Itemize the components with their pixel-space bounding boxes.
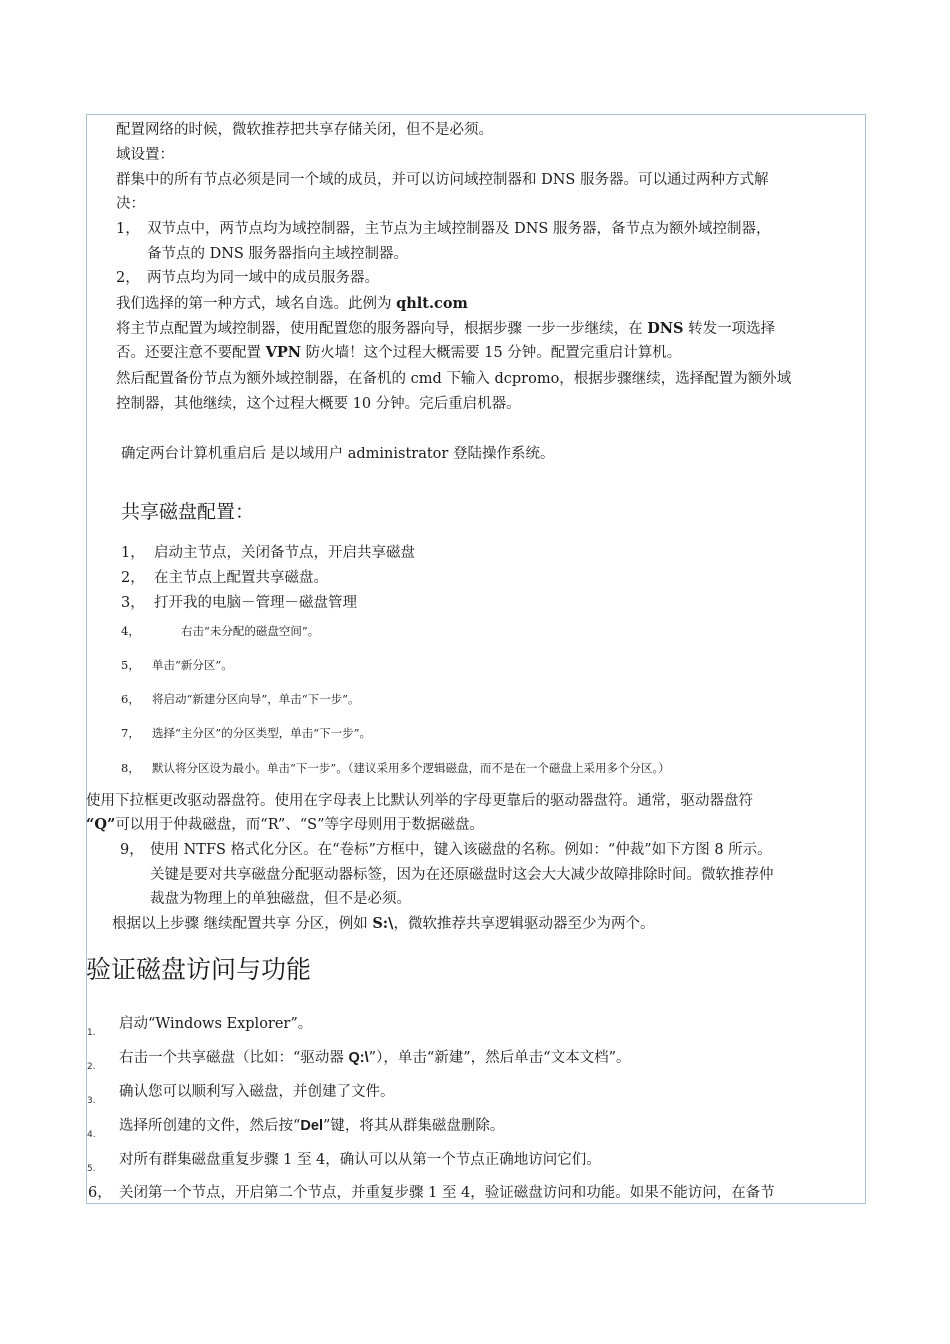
step-number: 1，	[121, 545, 145, 561]
vstep-number: 6，	[88, 1185, 112, 1201]
vstep-text: 右击一个共享磁盘（比如：“驱动器 Q:\”），单击“新建”，然后单击“文本文档”。	[119, 1050, 631, 1066]
paragraph: 群集中的所有节点必须是同一个域的成员，并可以访问域控制器和 DNS 服务器。可以通过两种方式解	[116, 172, 769, 188]
list-item: 双节点中，两节点均为域控制器，主节点为主域控制器及 DNS 服务器，备节点为额外域控制器，	[147, 221, 771, 237]
heading-verify-disk: 验证磁盘访问与功能	[86, 955, 312, 984]
vstep-number: 2.	[87, 1062, 96, 1072]
list-item: 两节点均为同一域中的成员服务器。	[147, 270, 379, 286]
vstep-text: 确认您可以顺利写入磁盘，并创建了文件。	[119, 1084, 395, 1100]
step-text: 单击“新分区”。	[152, 658, 233, 672]
paragraph: 将主节点配置为域控制器，使用配置您的服务器向导，根据步骤 一步一步继续，在 DNS 转发一项选择	[116, 320, 776, 337]
step-text: 默认将分区设为最小。单击“下一步”。（建议采用多个逻辑磁盘，而不是在一个磁盘上采用多个分区。）	[152, 761, 670, 775]
vstep-text: 启动“Windows Explorer”。	[119, 1016, 313, 1032]
paragraph: 控制器，其他继续，这个过程大概要 10 分钟。完后重启机器。	[116, 396, 521, 412]
step-number: 2，	[121, 570, 145, 586]
heading-shared-disk: 共享磁盘配置：	[121, 501, 255, 523]
vstep-number: 3.	[87, 1096, 96, 1106]
list-number: 1，	[116, 221, 140, 237]
vstep-text: 对所有群集磁盘重复步骤 1 至 4，确认可以从第一个节点正确地访问它们。	[119, 1152, 601, 1168]
section-label-domain: 域设置：	[116, 147, 174, 163]
step-text: 在主节点上配置共享磁盘。	[154, 570, 328, 586]
step-number: 6，	[121, 692, 140, 706]
step-text: 使用 NTFS 格式化分区。在“卷标”方框中，键入该磁盘的名称。例如：“仲裁”如下方图 8 所示。	[150, 842, 772, 858]
step-text: 关键是要对共享磁盘分配驱动器标签，因为在还原磁盘时这会大大减少故障排除时间。微软推荐仲	[150, 867, 774, 883]
paragraph: 然后配置备份节点为额外域控制器，在备机的 cmd 下输入 dcpromo，根据步骤继续，选择配置为额外域	[116, 371, 792, 387]
paragraph: “Q”可以用于仲裁磁盘，而“R”、“S”等字母则用于数据磁盘。	[86, 816, 485, 833]
step-number: 7，	[121, 726, 140, 740]
step-text: 打开我的电脑－管理－磁盘管理	[154, 595, 357, 611]
list-number: 2，	[116, 270, 140, 286]
paragraph: 我们选择的第一种方式，域名自选。此例为 qhlt.com	[116, 295, 468, 312]
paragraph: 根据以上步骤 继续配置共享 分区，例如 S:\，微软推荐共享逻辑驱动器至少为两个。	[112, 915, 655, 932]
step-number: 4，	[121, 624, 140, 638]
step-text: 选择“主分区”的分区类型，单击“下一步”。	[152, 726, 372, 740]
step-number: 8，	[121, 761, 140, 775]
vstep-number: 1.	[87, 1028, 96, 1038]
vstep-text: 选择所创建的文件，然后按“Del”键，将其从群集磁盘删除。	[119, 1118, 505, 1134]
step-text: 裁盘为物理上的单独磁盘，但不是必须。	[150, 891, 411, 907]
step-number: 9，	[120, 842, 144, 858]
paragraph: 否。还要注意不要配置 VPN 防火墙！这个过程大概需要 15 分钟。配置完重启计算机。	[116, 344, 682, 361]
step-text: 将启动“新建分区向导”，单击“下一步”。	[152, 692, 360, 706]
paragraph: 配置网络的时候，微软推荐把共享存储关闭，但不是必须。	[116, 122, 493, 138]
step-text: 右击“未分配的磁盘空间”。	[181, 624, 320, 638]
list-item: 备节点的 DNS 服务器指向主域控制器。	[147, 246, 408, 262]
paragraph: 确定两台计算机重启后 是以域用户 administrator 登陆操作系统。	[121, 446, 555, 462]
paragraph: 决：	[116, 196, 145, 212]
vstep-text: 关闭第一个节点，开启第二个节点，并重复步骤 1 至 4，验证磁盘访问和功能。如果不能访问，在备节	[119, 1185, 775, 1201]
paragraph: 使用下拉框更改驱动器盘符。使用在字母表上比默认列举的字母更靠后的驱动器盘符。通常，驱动器盘符	[86, 793, 753, 809]
step-text: 启动主节点，关闭备节点，开启共享磁盘	[154, 545, 415, 561]
vstep-number: 4.	[87, 1130, 96, 1140]
step-number: 3，	[121, 595, 145, 611]
step-number: 5，	[121, 658, 140, 672]
vstep-number: 5.	[87, 1164, 96, 1174]
